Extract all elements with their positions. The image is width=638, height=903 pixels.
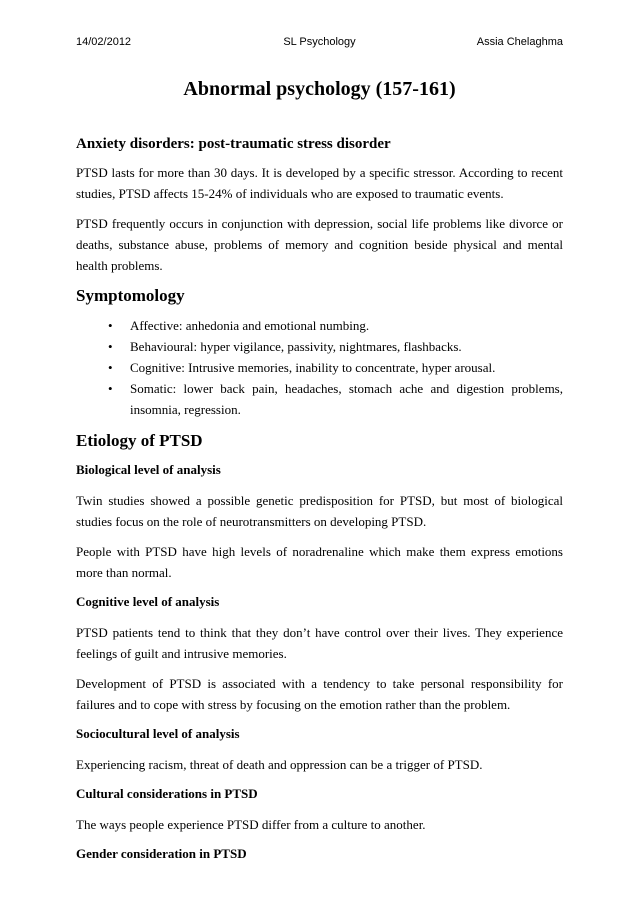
list-item — [108, 315, 563, 336]
symptom-affective: Affective: anhedonia and emotional numbing. — [130, 318, 370, 333]
symptom-list — [76, 315, 563, 420]
document-body — [76, 76, 563, 874]
sociocultural-paragraph-1: Experiencing racism, threat of death and oppression can be a trigger of PTSD. — [76, 757, 483, 772]
list-item — [108, 357, 563, 378]
page-header — [76, 36, 563, 52]
bullet-icon: • — [108, 381, 113, 396]
cultural-paragraph-1: The ways people experience PTSD differ from a culture to another. — [76, 817, 426, 832]
bullet-icon: • — [108, 360, 113, 375]
cognitive-paragraph-2: Development of PTSD is associated with a tendency to take personal responsibility for failures and to cope with stress by focusing on the emotion rather than the problem. — [76, 676, 563, 712]
list-item — [108, 378, 563, 420]
cultural-heading: Cultural considerations in PTSD — [76, 786, 258, 801]
gender-heading: Gender consideration in PTSD — [76, 846, 247, 861]
biological-paragraph-2: People with PTSD have high levels of noradrenaline which make them express emotions more than normal. — [76, 544, 563, 580]
anxiety-paragraph-1: PTSD lasts for more than 30 days. It is developed by a specific stressor. According to recent studies, PTSD affects 15-24% of individuals who are exposed to traumatic events. — [76, 165, 563, 201]
anxiety-heading: Anxiety disorders: post-traumatic stress disorder — [76, 136, 391, 152]
list-item — [108, 336, 563, 357]
symptom-behavioural: Behavioural: hyper vigilance, passivity, nightmares, flashbacks. — [130, 339, 462, 354]
symptomology-heading: Symptomology — [76, 286, 185, 305]
symptom-cognitive: Cognitive: Intrusive memories, inability to concentrate, hyper arousal. — [130, 360, 496, 375]
header-course: SL Psychology — [283, 36, 356, 48]
biological-paragraph-1: Twin studies showed a possible genetic predisposition for PTSD, but most of biological studies focus on the role of neurotransmitters on developing PTSD. — [76, 493, 563, 529]
anxiety-paragraph-2: PTSD frequently occurs in conjunction with depression, social life problems like divorce or deaths, substance abuse, problems of memory and cognition beside physical and mental health problems. — [76, 216, 563, 273]
header-author: Assia Chelaghma — [476, 36, 563, 48]
bullet-icon: • — [108, 339, 113, 354]
cognitive-heading: Cognitive level of analysis — [76, 594, 220, 609]
biological-heading: Biological level of analysis — [76, 462, 221, 477]
symptom-somatic: Somatic: lower back pain, headaches, stomach ache and digestion problems, insomnia, regression. — [130, 381, 563, 417]
etiology-heading: Etiology of PTSD — [76, 431, 203, 450]
bullet-icon: • — [108, 318, 113, 333]
header-date: 14/02/2012 — [76, 36, 132, 48]
sociocultural-heading: Sociocultural level of analysis — [76, 726, 240, 741]
document-title: Abnormal psychology (157-161) — [183, 78, 456, 100]
cognitive-paragraph-1: PTSD patients tend to think that they don’t have control over their lives. They experience feelings of guilt and intrusive memories. — [76, 625, 563, 661]
